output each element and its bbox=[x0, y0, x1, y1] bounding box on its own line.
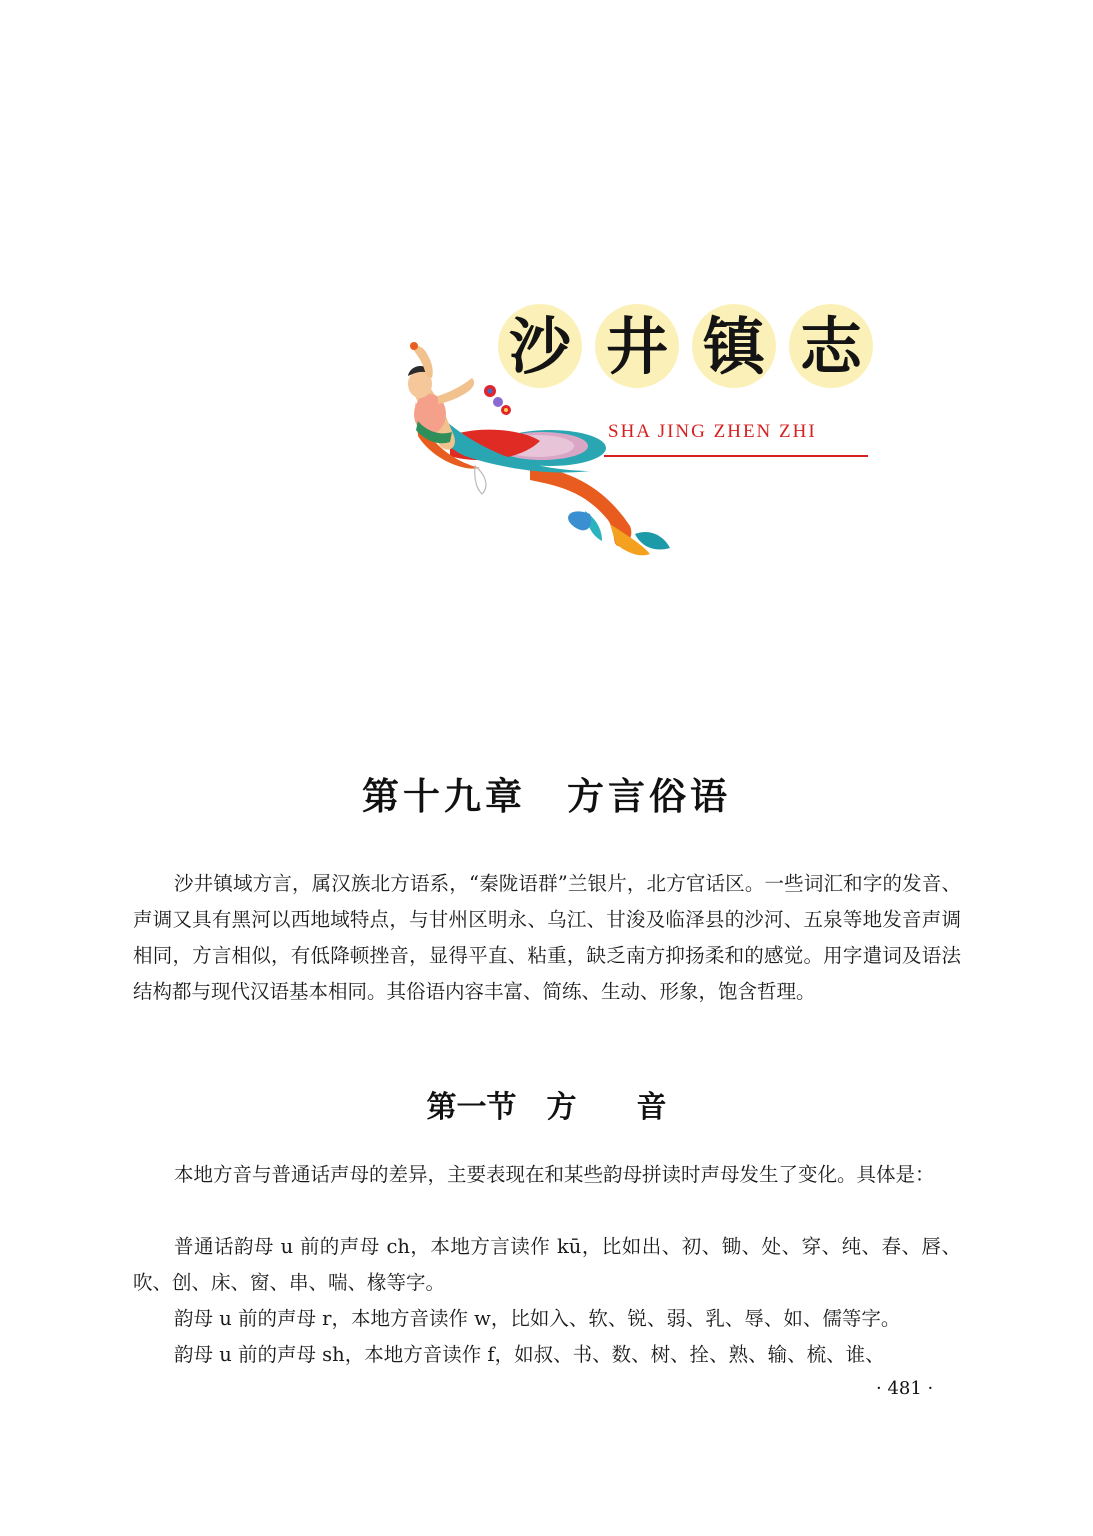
chapter-title: 第十九章 方言俗语 bbox=[362, 775, 731, 818]
title-char-1: 沙 bbox=[508, 310, 572, 383]
section-title: 第一节 方 音 bbox=[426, 1090, 667, 1125]
title-char-2: 井 bbox=[605, 310, 669, 383]
subtitle: SHA JING ZHEN ZHI bbox=[608, 421, 817, 442]
section-paragraph-3: 韵母 u 前的声母 r，本地方音读作 w，比如入、软、锐、弱、乳、辱、如、儒等字。 bbox=[174, 1307, 901, 1330]
title-circles bbox=[498, 304, 873, 388]
title-char-3: 镇 bbox=[702, 310, 766, 383]
section-paragraph-2: 普通话韵母 u 前的声母 ch，本地方言读作 kū，比如出、初、锄、处、穿、纯、春、唇、吹、创、床、窗、串、喘、椽等字。 bbox=[133, 1235, 961, 1294]
page-number: · 481 · bbox=[876, 1378, 934, 1399]
section-paragraph-1: 本地方音与普通话声母的差异，主要表现在和某些韵母拼读时声母发生了变化。具体是： bbox=[174, 1163, 935, 1186]
title-char-4: 志 bbox=[799, 310, 863, 383]
section-paragraph-4: 韵母 u 前的声母 sh，本地方音读作 f，如叔、书、数、树、拴、熟、输、梳、谁、 bbox=[174, 1343, 885, 1366]
chapter-intro-paragraph: 沙井镇域方言，属汉族北方语系，“秦陇语群”兰银片，北方官话区。一些词汇和字的发音、声调又具有黑河以西地域特点，与甘州区明永、乌江、甘浚及临泽县的沙河、五泉等地发音声调相同，方言相似，有低降顿挫音，显得平直、粘重，缺乏南方抑扬柔和的感觉。用字遣词及语法结构都与现代汉语基本相同。其俗语内容丰富、简练、生动、形象，饱含哲理。 bbox=[133, 872, 961, 1003]
subtitle-underline bbox=[604, 455, 868, 457]
